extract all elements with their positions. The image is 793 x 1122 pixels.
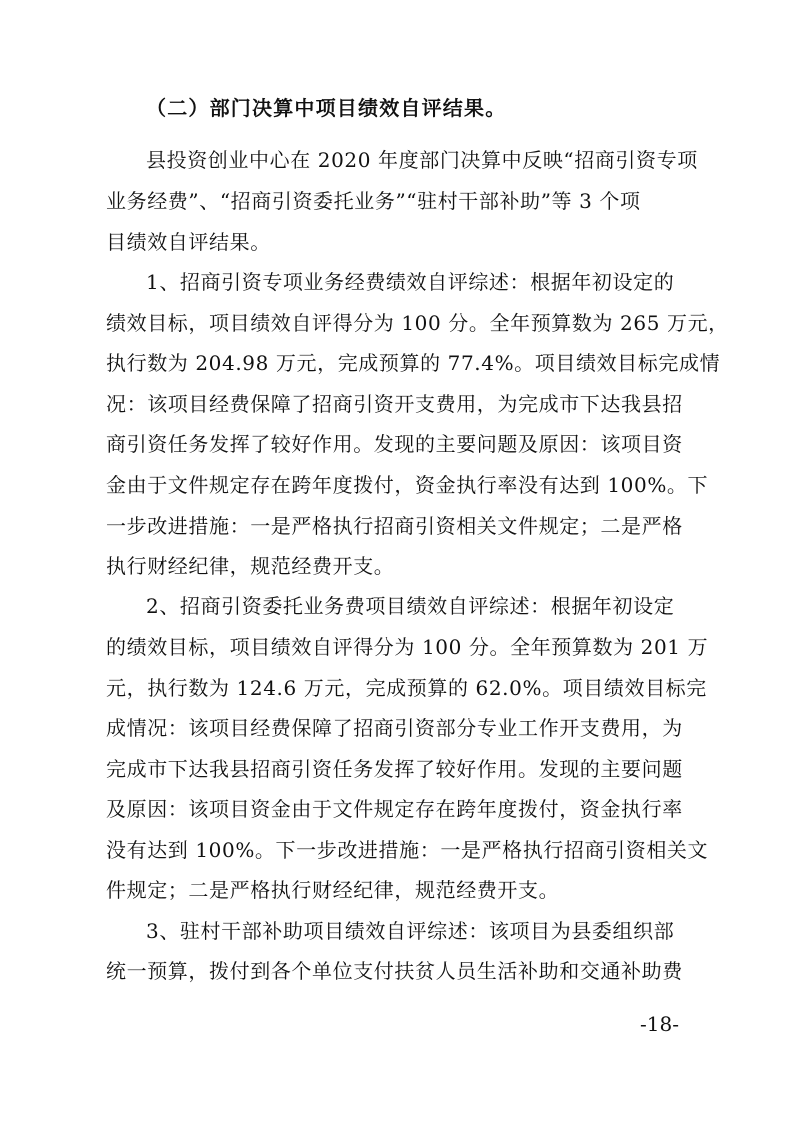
paragraph-item-1-line: 执行财经纪律，规范经费开支。 — [106, 554, 395, 578]
paragraph-intro-line: 业务经费”、“招商引资委托业务”“驻村干部补助”等 3 个项 — [106, 189, 641, 213]
paragraph-item-1-line: 执行数为 204.98 万元，完成预算的 77.4%。项目绩效目标完成情 — [106, 351, 721, 375]
paragraph-intro-line: 县投资创业中心在 2020 年度部门决算中反映“招商引资专项 — [146, 148, 698, 172]
paragraph-item-1-line: 金由于文件规定存在跨年度拨付，资金执行率没有达到 100%。下 — [106, 473, 709, 497]
paragraph-item-2-line: 元，执行数为 124.6 万元，完成预算的 62.0%。项目绩效目标完 — [106, 676, 707, 700]
paragraph-item-3-line: 统一预算，拨付到各个单位支付扶贫人员生活补助和交通补助费 — [106, 959, 683, 983]
paragraph-item-1-line: 1、招商引资专项业务经费绩效自评综述：根据年初设定的 — [146, 270, 675, 294]
paragraph-item-3-line: 3、驻村干部补助项目绩效自评综述：该项目为县委组织部 — [146, 919, 675, 943]
paragraph-item-2-line: 成情况：该项目经费保障了招商引资部分专业工作开支费用，为 — [106, 716, 683, 740]
paragraph-item-2-line: 完成市下达我县招商引资任务发挥了较好作用。发现的主要问题 — [106, 757, 683, 781]
paragraph-item-2-line: 的绩效目标，项目绩效自评得分为 100 分。全年预算数为 201 万 — [106, 635, 709, 659]
page-number: -18- — [640, 1012, 679, 1036]
paragraph-item-2-line: 及原因：该项目资金由于文件规定存在跨年度拨付，资金执行率 — [106, 797, 683, 821]
section-heading: （二）部门决算中项目绩效自评结果。 — [146, 96, 507, 120]
paragraph-item-1-line: 一步改进措施：一是严格执行招商引资相关文件规定；二是严格 — [106, 514, 683, 538]
paragraph-item-1-line: 况：该项目经费保障了招商引资开支费用，为完成市下达我县招 — [106, 392, 683, 416]
paragraph-item-2-line: 没有达到 100%。下一步改进措施：一是严格执行招商引资相关文 — [106, 838, 709, 862]
paragraph-item-2-line: 件规定；二是严格执行财经纪律，规范经费开支。 — [106, 878, 560, 902]
paragraph-item-2-line: 2、招商引资委托业务费项目绩效自评综述：根据年初设定 — [146, 594, 675, 618]
paragraph-item-1-line: 商引资任务发挥了较好作用。发现的主要问题及原因：该项目资 — [106, 432, 683, 456]
paragraph-intro-line: 目绩效自评结果。 — [106, 230, 271, 254]
paragraph-item-1-line: 绩效目标，项目绩效自评得分为 100 分。全年预算数为 265 万元， — [106, 311, 729, 335]
